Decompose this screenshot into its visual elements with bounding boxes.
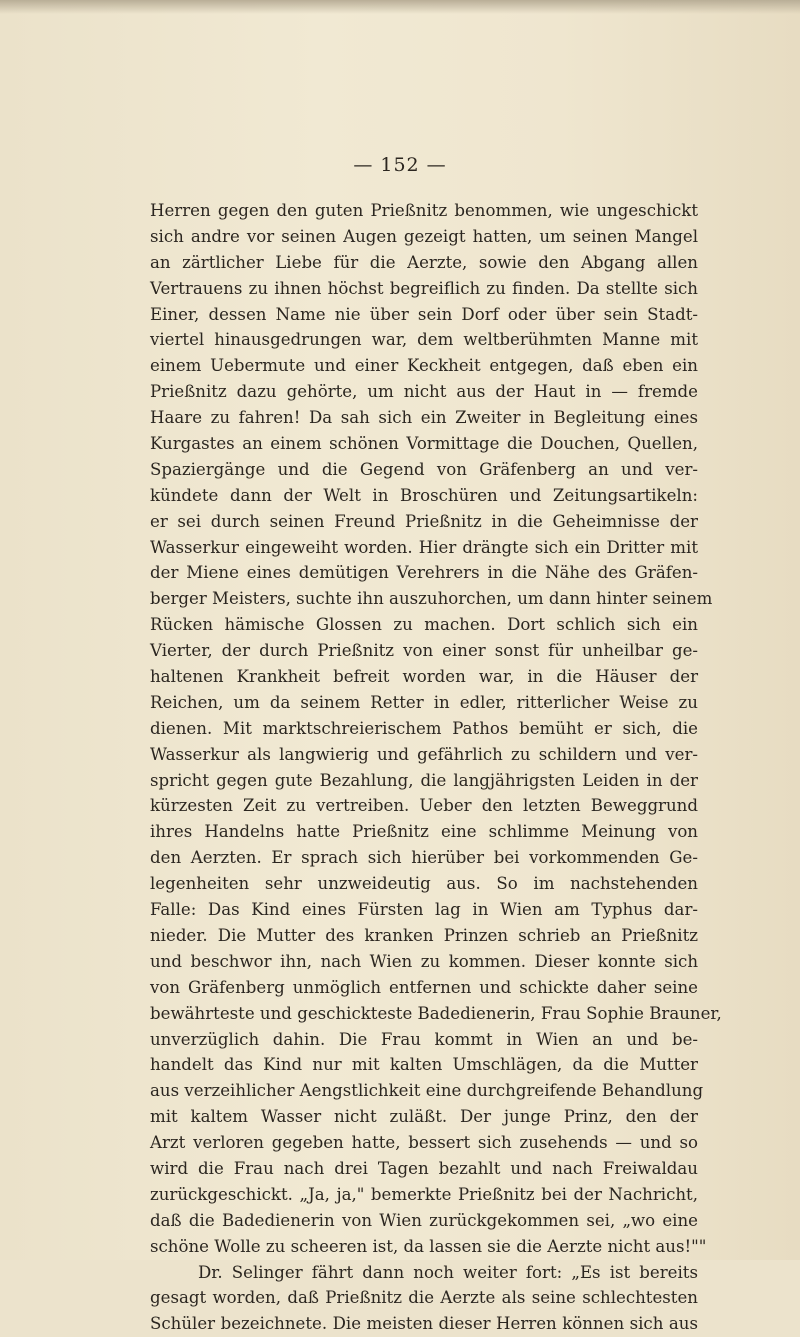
text-line: Vierter, der durch Prießnitz von einer sonst für unheilbar ge- [150,641,698,661]
text-line: Spaziergänge und die Gegend von Gräfenberg an und ver- [150,459,698,479]
text-line: spricht gegen gute Bezahlung, die langjährigsten Leiden in der [150,770,698,790]
text-line: Arzt verloren gegeben hatte, bessert sich zusehends — und so [150,1133,698,1153]
text-line: bewährteste und geschickteste Badedienerin, Frau Sophie Brauner, [150,1003,722,1023]
text-line: Dr. Selinger fährt dann noch weiter fort: „Es ist bereits [198,1262,698,1282]
text-line: dienen. Mit marktschreierischem Pathos bemüht er sich, die [150,718,698,738]
text-line: Wasserkur als langwierig und gefährlich zu schildern und ver- [150,744,698,764]
page-number: — 152 — [353,154,447,176]
text-line: wird die Frau nach drei Tagen bezahlt und nach Freiwaldau [150,1158,698,1178]
text-line: sich andre vor seinen Augen gezeigt hatten, um seinen Mangel [150,226,698,246]
text-line: und beschwor ihn, nach Wien zu kommen. Dieser konnte sich [150,951,698,971]
text-line: Falle: Das Kind eines Fürsten lag in Wien am Typhus dar- [150,900,698,920]
text-line: schöne Wolle zu scheeren ist, da lassen sie die Aerzte nicht aus!"" [150,1236,707,1256]
text-line: Haare zu fahren! Da sah sich ein Zweiter in Begleitung eines [150,408,698,428]
text-line: haltenen Krankheit befreit worden war, in die Häuser der [150,667,698,687]
text-line: einem Uebermute und einer Keckheit entgegen, daß eben ein [150,356,698,376]
text-line: Rücken hämische Glossen zu machen. Dort schlich sich ein [150,615,698,635]
text-line: zurückgeschickt. „Ja, ja," bemerkte Prießnitz bei der Nachricht, [150,1184,698,1204]
text-line: viertel hinausgedrungen war, dem weltberühmten Manne mit [150,330,698,350]
body-text [150,198,722,1337]
text-line: kündete dann der Welt in Broschüren und Zeitungsartikeln: [150,485,698,505]
text-line: den Aerzten. Er sprach sich hierüber bei vorkommenden Ge- [150,848,698,868]
text-line: nieder. Die Mutter des kranken Prinzen schrieb an Prießnitz [150,925,698,945]
text-line: Wasserkur eingeweiht worden. Hier drängte sich ein Dritter mit [150,537,698,557]
text-line: er sei durch seinen Freund Prießnitz in die Geheimnisse der [150,511,698,531]
text-line: mit kaltem Wasser nicht zuläßt. Der junge Prinz, den der [150,1107,698,1127]
text-line: Herren gegen den guten Prießnitz benommen, wie ungeschickt [150,201,698,220]
page-edge-shadow [0,0,800,14]
text-line: daß die Badedienerin von Wien zurückgekommen sei, „wo eine [150,1210,698,1230]
text-line: Vertrauens zu ihnen höchst begreiflich zu finden. Da stellte sich [150,278,698,298]
text-line: gesagt worden, daß Prießnitz die Aerzte als seine schlechtesten [150,1288,698,1308]
text-line: Schüler bezeichnete. Die meisten dieser Herren können sich aus [150,1314,698,1334]
text-line: ihres Handelns hatte Prießnitz eine schlimme Meinung von [150,822,698,842]
text-line: Einer, dessen Name nie über sein Dorf oder über sein Stadt- [150,304,698,324]
text-line: der Miene eines demütigen Verehrers in die Nähe des Gräfen- [150,563,698,583]
text-line: von Gräfenberg unmöglich entfernen und schickte daher seine [150,977,698,997]
text-line: Prießnitz dazu gehörte, um nicht aus der Haut in — fremde [150,382,698,402]
text-line: handelt das Kind nur mit kalten Umschlägen, da die Mutter [150,1055,698,1075]
text-line: an zärtlicher Liebe für die Aerzte, sowie den Abgang allen [150,252,698,272]
text-line: legenheiten sehr unzweideutig aus. So im nachstehenden [150,874,698,894]
text-line: aus verzeihlicher Aengstlichkeit eine durchgreifende Behandlung [150,1081,704,1101]
text-line: kürzesten Zeit zu vertreiben. Ueber den letzten Beweggrund [150,796,698,816]
text-line: Reichen, um da seinem Retter in edler, ritterlicher Weise zu [150,692,698,712]
text-line: unverzüglich dahin. Die Frau kommt in Wien an und be- [150,1029,698,1049]
text-line: berger Meisters, suchte ihn auszuhorchen, um dann hinter seinem [150,589,713,609]
text-line: Kurgastes an einem schönen Vormittage die Douchen, Quellen, [150,434,698,454]
